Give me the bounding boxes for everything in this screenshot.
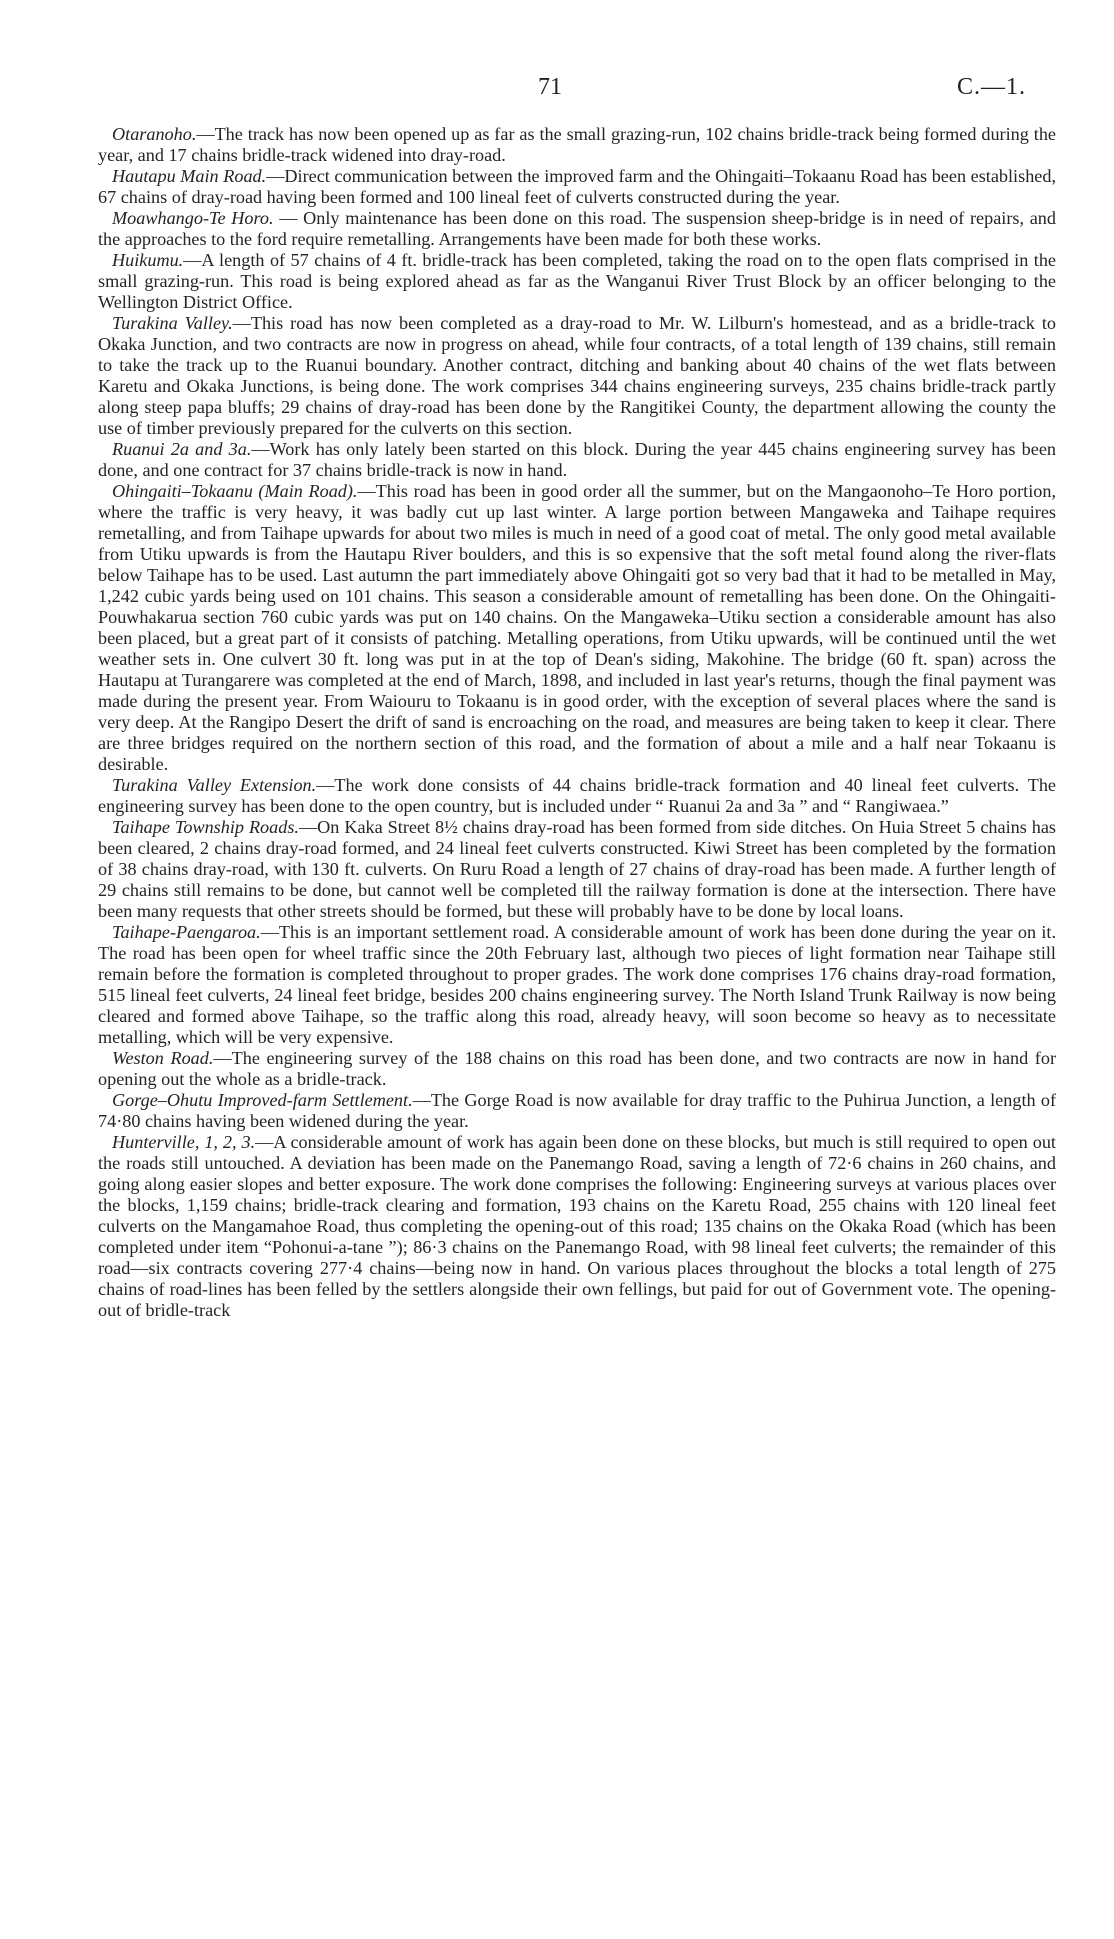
body-text	[98, 124, 1056, 1321]
paragraph-text: —The track has now been opened up as far as the small grazing-run, 102 chains bridle-track being formed during the year, and 17 chains bridle-track widened into dray-road.	[98, 124, 1056, 165]
paragraph-moawhango-te-horo	[98, 208, 1056, 250]
paragraph-title: Weston Road.	[112, 1048, 214, 1068]
paragraph-turakina-valley-extension	[98, 775, 1056, 817]
paragraph-title: Turakina Valley.	[112, 313, 233, 333]
paragraph-text: —Work has only lately been started on this block. During the year 445 chains engineering survey has been done, and one contract for 37 chains bridle-track is now in hand.	[98, 439, 1056, 480]
paragraph-title: Ohingaiti–Tokaanu (Main Road).	[112, 481, 358, 501]
paragraph-text: —The work done consists of 44 chains bridle-track formation and 40 lineal feet culverts. The engineering survey has been done to the open country, but is included under “ Ruanui 2a and 3a ” and “ Rangiwaea.”	[98, 775, 1056, 816]
page-header	[0, 74, 1114, 106]
paragraph-title: Gorge–Ohutu Improved-farm Settlement.	[112, 1090, 413, 1110]
paragraph-text: — Only maintenance has been done on this road. The suspension sheep-bridge is in need of repairs, and the approaches to the ford require remetalling. Arrangements have been made for both these works.	[98, 208, 1056, 249]
paragraph-text: —A considerable amount of work has again been done on these blocks, but much is still required to open out the roads still untouched. A deviation has been made on the Panemango Road, saving a length of 72·6 chains in 260 chains, and going along easier slopes and better exposure. The work done comprises the following: Engineering surveys at various places over the blocks, 1,159 chains; bridle-track clearing and formation, 193 chains on the Karetu Road, 255 chains with 120 lineal feet culverts on the Mangamahoe Road, thus completing the opening-out of this road; 135 chains on the Okaka Road (which has been completed under item “Pohonui-a-tane ”); 86·3 chains on the Panemango Road, with 98 lineal feet culverts; the remainder of this road—six contracts covering 277·4 chains—being now in hand. On various places throughout the blocks a total length of 275 chains of road-lines has been felled by the settlers alongside their own fellings, but paid for out of Government vote. The opening-out of bridle-track	[98, 1132, 1056, 1320]
page-number: 71	[538, 74, 562, 100]
document-reference: C.—1.	[956, 74, 1026, 100]
paragraph-text: —This is an important settlement road. A considerable amount of work has been done during the year on it. The road has been open for wheel traffic since the 20th February last, although two pieces of light formation near Taihape still remain before the formation is completed throughout to proper grades. The work done comprises 176 chains dray-road formation, 515 lineal feet culverts, 24 lineal feet bridge, besides 200 chains engineering survey. The North Island Trunk Railway is now being cleared and formed above Taihape, so the traffic along this road, already heavy, will soon become so heavy as to necessitate metalling, which will be very expensive.	[98, 922, 1056, 1047]
paragraph-title: Huikumu.	[112, 250, 184, 270]
paragraph-text: —The Gorge Road is now available for dray traffic to the Puhirua Junction, a length of 74·80 chains having been widened during the year.	[98, 1090, 1056, 1131]
paragraph-text: —This road has now been completed as a dray-road to Mr. W. Lilburn's homestead, and as a bridle-track to Okaka Junction, and two contracts are now in progress on ahead, while four contracts, of a total length of 139 chains, still remain to take the track up to the Ruanui boundary. Another contract, ditching and banking about 40 chains of the wet flats between Karetu and Okaka Junctions, is being done. The work comprises 344 chains engineering surveys, 235 chains bridle-track partly along steep papa bluffs; 29 chains of dray-road has been done by the Rangitikei County, the department allowing the county the use of timber previously prepared for the culverts on this section.	[98, 313, 1056, 438]
paragraph-text: —The engineering survey of the 188 chains on this road has been done, and two contracts are now in hand for opening out the whole as a bridle-track.	[98, 1048, 1057, 1089]
paragraph-title: Otaranoho.	[112, 124, 197, 144]
paragraph-title: Taihape Township Roads.	[112, 817, 299, 837]
paragraph-gorge-ohutu	[98, 1090, 1056, 1132]
paragraph-text: —Direct communication between the improved farm and the Ohingaiti–Tokaanu Road has been established, 67 chains of dray-road having been formed and 100 lineal feet of culverts constructed during the year.	[98, 166, 1056, 207]
paragraph-title: Hunterville, 1, 2, 3.	[112, 1132, 256, 1152]
paragraph-taihape-paengaroa	[98, 922, 1056, 1048]
paragraph-weston-road	[98, 1048, 1056, 1090]
paragraph-hautapu-main-road	[98, 166, 1056, 208]
paragraph-ohingaiti-tokaanu	[98, 481, 1056, 775]
paragraph-taihape-township-roads	[98, 817, 1056, 922]
paragraph-title: Turakina Valley Extension.	[112, 775, 317, 795]
paragraph-text: —On Kaka Street 8½ chains dray-road has been formed from side ditches. On Huia Street 5 chains has been cleared, 2 chains dray-road formed, and 24 lineal feet culverts constructed. Kiwi Street has been completed by the formation of 38 chains dray-road, with 130 ft. culverts. On Ruru Road a length of 27 chains of dray-road has been made. A further length of 29 chains still remains to be done, but cannot well be completed till the railway formation is done at the intersection. There have been many requests that other streets should be formed, but these will probably have to be done by local loans.	[98, 817, 1056, 921]
paragraph-huikumu	[98, 250, 1056, 313]
paragraph-title: Moawhango-Te Horo.	[112, 208, 274, 228]
paragraph-title: Taihape-Paengaroa.	[112, 922, 261, 942]
paragraph-otaranoho	[98, 124, 1056, 166]
paragraph-ruanui	[98, 439, 1056, 481]
paragraph-text: —This road has been in good order all the summer, but on the Mangaonoho–Te Horo portion, where the traffic is very heavy, it was badly cut up last winter. A large portion between Mangaweka and Taihape requires remetalling, and from Taihape upwards for about two miles is much in need of a good coat of metal. The only good metal available from Utiku upwards is from the Hautapu River boulders, and this is so expensive that the soft metal found along the river-flats below Taihape has to be used. Last autumn the part immediately above Ohingaiti got so very bad that it had to be metalled in May, 1,242 cubic yards being used on 101 chains. This season a considerable amount of remetalling has been done. On the Ohingaiti-Pouwhakarua section 760 cubic yards was put on 140 chains. On the Mangaweka–Utiku section a considerable amount has also been placed, but a great part of it consists of patching. Metalling operations, from Utiku upwards, will be continued until the wet weather sets in. One culvert 30 ft. long was put in at the top of Dean's siding, Makohine. The bridge (60 ft. span) across the Hautapu at Turangarere was completed at the end of March, 1898, and included in last year's returns, though the final payment was made during the present year. From Waiouru to Tokaanu is in good order, with the exception of several places where the sand is very deep. At the Rangipo Desert the drift of sand is encroaching on the road, and measures are being taken to keep it clear. There are three bridges required on the northern section of this road, and the formation of about a mile and a half near Tokaanu is desirable.	[98, 481, 1056, 774]
paragraph-title: Ruanui 2a and 3a.	[112, 439, 252, 459]
paragraph-text: —A length of 57 chains of 4 ft. bridle-track has been completed, taking the road on to the open flats comprised in the small grazing-run. This road is being explored ahead as far as the Wanganui River Trust Block by an officer belonging to the Wellington District Office.	[98, 250, 1056, 312]
paragraph-title: Hautapu Main Road.	[112, 166, 267, 186]
paragraph-turakina-valley	[98, 313, 1056, 439]
paragraph-hunterville	[98, 1132, 1056, 1321]
